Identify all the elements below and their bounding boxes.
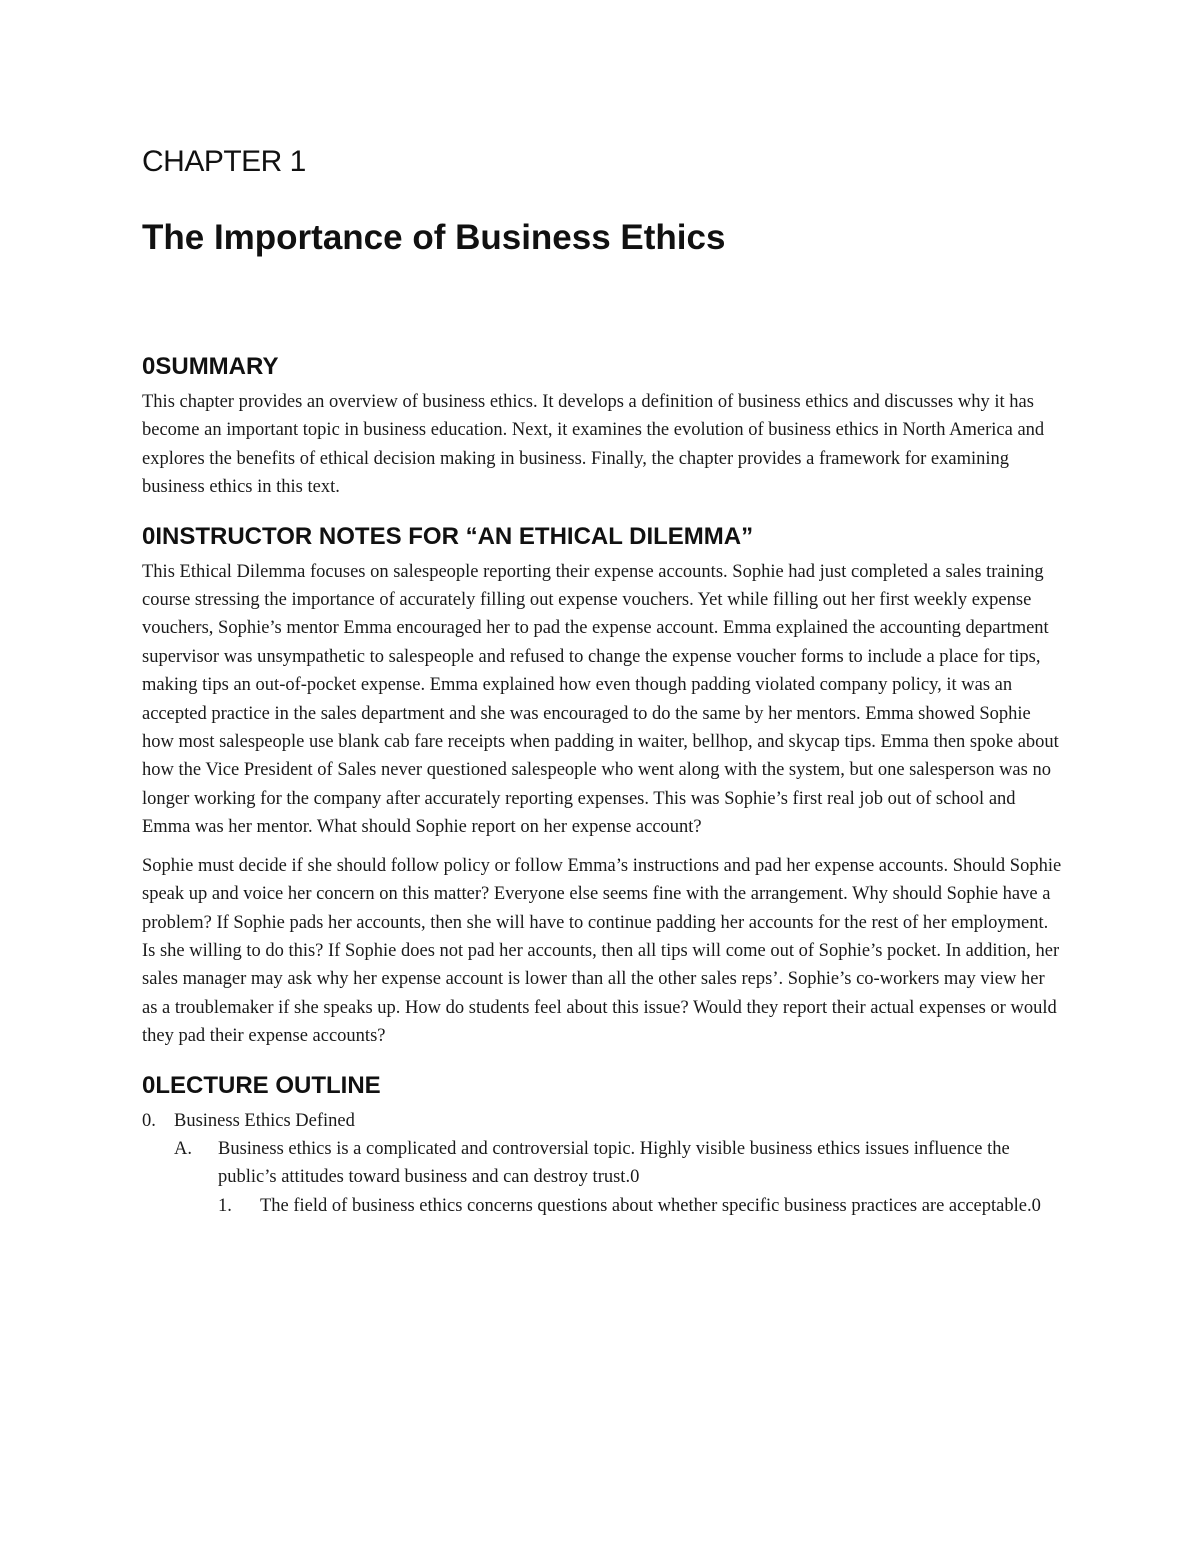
outline-item <box>142 1107 1062 1135</box>
outline-item <box>142 1192 1062 1220</box>
outline-item-text: Business Ethics Defined <box>174 1110 355 1131</box>
chapter-title: The Importance of Business Ethics <box>142 218 726 257</box>
instructor-notes-paragraph: This Ethical Dilemma focuses on salespeople reporting their expense accounts. Sophie had just completed a sales training course stressing the importance of accurately filling out expense vouchers. Yet while filling out her first weekly expense vouchers, Sophie’s mentor Emma encouraged her to pad the expense account. Emma explained the accounting department supervisor was unsympathetic to salespeople and refused to change the expense voucher forms to include a place for tips, making tips an out-of-pocket expense. Emma explained how even though padding violated company policy, it was an accepted practice in the sales department and she was encouraged to do the same by her mentors. Emma showed Sophie how most salespeople use blank cab fare receipts when padding in waiter, bellhop, and skycap tips. Emma then spoke about how the Vice President of Sales never questioned salespeople who went along with the system, but one salesperson was no longer working for the company after accurately reporting expenses. This was Sophie’s first real job out of school and Emma was her mentor. What should Sophie report on her expense account? <box>142 561 1059 838</box>
lecture-outline-heading: 0LECTURE OUTLINE <box>142 1071 381 1099</box>
outline-item-marker: 0. <box>142 1110 156 1131</box>
summary-heading: 0SUMMARY <box>142 353 279 380</box>
summary-paragraph: This chapter provides an overview of business ethics. It develops a definition of business ethics and discusses why it has become an important topic in business education. Next, it examines the evolution of business ethics in North America and explores the benefits of ethical decision making in business. Finally, the chapter provides a framework for examining business ethics in this text. <box>142 392 1045 498</box>
lecture-outline-list <box>142 1107 1062 1221</box>
outline-item-text: The field of business ethics concerns questions about whether specific business practices are acceptable.0 <box>260 1195 1041 1216</box>
outline-item <box>142 1135 1062 1192</box>
chapter-label: CHAPTER 1 <box>142 145 306 178</box>
outline-item-marker: 1. <box>218 1195 232 1216</box>
instructor-notes-paragraph: Sophie must decide if she should follow policy or follow Emma’s instructions and pad her expense accounts. Should Sophie speak up and voice her concern on this matter? Everyone else seems fine with the arrangement. Why should Sophie have a problem? If Sophie pads her accounts, then she will have to continue padding her accounts for the rest of her employment. Is she willing to do this? If Sophie does not pad her accounts, then all tips will come out of Sophie’s pocket. In addition, her sales manager may ask why her expense account is lower than all the other sales reps’. Sophie’s co-workers may view her as a troublemaker if she speaks up. How do students feel about this issue? Would they report their actual expenses or would they pad their expense accounts? <box>142 855 1062 1047</box>
document-page <box>142 140 1062 1220</box>
instructor-notes-heading: 0INSTRUCTOR NOTES FOR “AN ETHICAL DILEMMA” <box>142 522 754 550</box>
outline-item-text: Business ethics is a complicated and controversial topic. Highly visible business ethics issues influence the public’s attitudes toward business and can destroy trust.0 <box>218 1138 1010 1188</box>
outline-item-marker: A. <box>174 1138 192 1159</box>
